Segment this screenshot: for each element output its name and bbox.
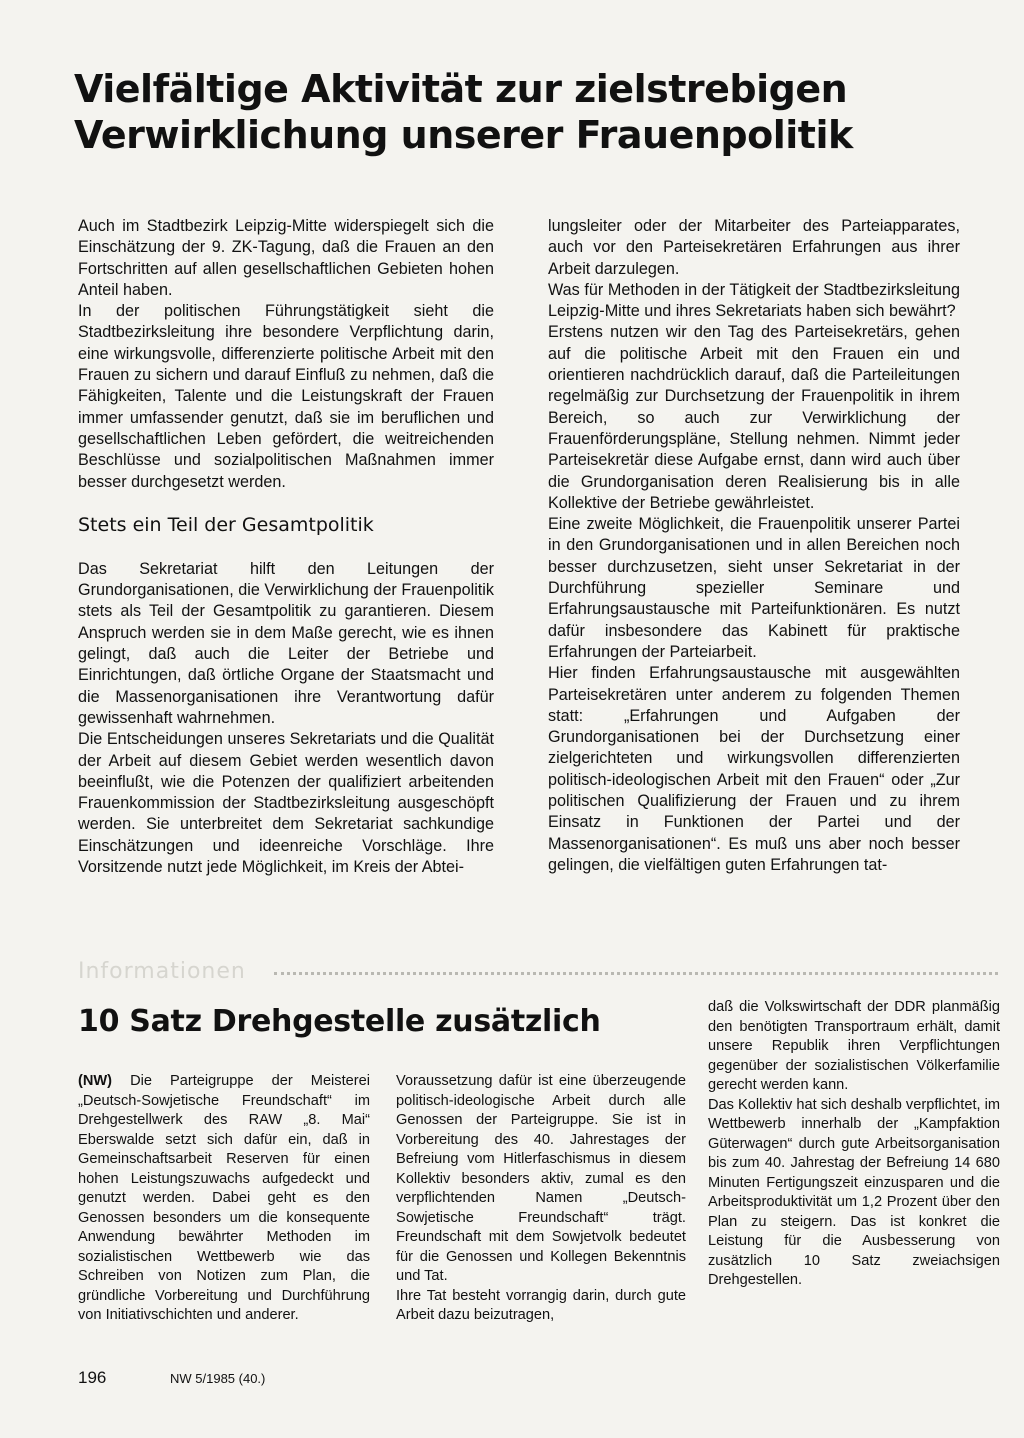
news-column-2 bbox=[396, 1072, 686, 1326]
article-paragraph: Erstens nutzen wir den Tag des Parteisekretärs, gehen auf die politische Arbeit mit den Frauen ein und orientieren nachdrücklich darauf, daß die Parteileitungen regelmäßig zur Durchsetzung der Frauenpolitik in ihrem Bereich, so auch zur Verwirklichung der Frauenförderungspläne, Stellung nehmen. Nimmt jeder Parteisekretär diese Aufgabe ernst, dann wird auch über die Grundorganisation deren Realisierung bis in alle Kollektive der Betriebe gewährleistet. bbox=[548, 323, 960, 512]
article-subheading: Stets ein Teil der Gesamtpolitik bbox=[78, 513, 374, 536]
news-column-1 bbox=[78, 1072, 370, 1326]
news-column-3 bbox=[708, 998, 1000, 1291]
article-title-line-2: Verwirklichung unserer Frauenpolitik bbox=[74, 113, 853, 157]
news-paragraph bbox=[78, 1072, 370, 1326]
article-paragraph: Auch im Stadtbezirk Leipzig-Mitte widerspiegelt sich die Einschätzung der 9. ZK-Tagung, daß die Frauen an den Fortschritten auf allen gesellschaftlichen Gebieten hohen Anteil haben. bbox=[78, 217, 494, 299]
dotted-rule bbox=[274, 972, 998, 975]
article-paragraph: lungsleiter oder der Mitarbeiter des Parteiapparates, auch vor den Parteisekretären Erfahrungen aus ihrer Arbeit darzulegen. bbox=[548, 217, 960, 278]
article-column-1 bbox=[78, 216, 494, 878]
page-number: 196 bbox=[78, 1368, 107, 1387]
news-text: Die Parteigruppe der Meisterei „Deutsch-Sowjetische Freundschaft“ im Drehgestellwerk des RAW „8. Mai“ Eberswalde setzt sich dafür ein, daß in Gemeinschaftsarbeit Reserven für einen hohen Leistungszuwachs aufgedeckt und genutzt werden. Dabei geht es den Genossen besonders um die konsequente Anwendung bewährter Methoden im sozialistischen Wettbewerb wie das Schreiben von Notizen zum Plan, die gründliche Vorbereitung und Durchführung von Initiativschichten und anderer. bbox=[78, 1073, 370, 1323]
article-title bbox=[74, 66, 874, 158]
article-paragraph: Das Sekretariat hilft den Leitungen der Grundorganisationen, die Verwirklichung der Frauenpolitik stets als Teil der Gesamtpolitik zu garantieren. Diesem Anspruch werden sie in dem Maße gerecht, wie es ihnen gelingt, daß auch die Leiter der Betriebe und Einrichtungen, daß örtliche Organe der Staatsmacht und die Massenorganisationen ihre Verantwortung dafür gewissenhaft wahrnehmen. bbox=[78, 559, 494, 727]
page-footer bbox=[78, 1366, 578, 1390]
article-column-2 bbox=[548, 216, 960, 876]
issue-reference: NW 5/1985 (40.) bbox=[170, 1371, 266, 1386]
article-paragraph: Hier finden Erfahrungsaustausche mit ausgewählten Parteisekretären unter anderem zu folgenden Themen statt: „Erfahrungen und Aufgaben der Grundorganisationen bei der Durchsetzung einer zielgerichteten und wirkungsvollen differenzierten politisch-ideologischen Arbeit mit den Frauen“ oder „Zur politischen Qualifizierung der Frauen und zu ihrem Einsatz in Funktionen der Partei und der Massenorganisationen“. Es muß uns aber noch besser gelingen, die vielfältigen guten Erfahrungen tat- bbox=[548, 664, 960, 874]
article-paragraph: Was für Methoden in der Tätigkeit der Stadtbezirksleitung Leipzig-Mitte und ihres Sekretariats haben sich bewährt? bbox=[548, 280, 960, 321]
article-paragraph: Die Entscheidungen unseres Sekretariats und die Qualität der Arbeit auf diesem Gebiet werden wesentlich davon beeinflußt, wie die Potenzen der qualifiziert arbeitenden Frauenkommission der Stadtbezirksleitung ausgeschöpft werden. Sie unterbreitet dem Sekretariat sachkundige Einschätzungen und ideenreiche Vorschläge. Ihre Vorsitzende nutzt jede Möglichkeit, im Kreis der Abtei- bbox=[78, 730, 494, 877]
news-paragraph: Das Kollektiv hat sich deshalb verpflichtet, im Wettbewerb innerhalb der „Kampfaktion Güterwagen“ durch gute Arbeitsorganisation bis zum 40. Jahrestag der Befreiung 14 680 Minuten Fertigungszeit einzusparen und die Arbeitsproduktivität um 1,2 Prozent über den Plan zu steigern. Das ist konkret die Leistung für die Ausbesserung von zusätzlich 10 Satz zweiachsigen Drehgestellen. bbox=[708, 1096, 1001, 1288]
section-label: Informationen bbox=[78, 959, 246, 984]
news-paragraph: Ihre Tat besteht vorrangig darin, durch gute Arbeit dazu beizutragen, bbox=[396, 1287, 686, 1323]
article-paragraph: Eine zweite Möglichkeit, die Frauenpolitik unserer Partei in den Grundorganisationen und in allen Bereichen noch besser durchzusetzen, sieht unser Sekretariat in der Durchführung spezieller Seminare und Erfahrungsaustausche mit Parteifunktionären. Es nutzt dafür insbesondere das Kabinett für praktische Erfahrungen der Parteiarbeit. bbox=[548, 515, 960, 661]
section-divider bbox=[78, 958, 998, 986]
article-paragraph: In der politischen Führungstätigkeit sieht die Stadtbezirksleitung ihre besondere Verpflichtung darin, eine wirkungsvolle, differenzierte politische Arbeit mit den Frauen zu sichern und darauf Einfluß zu nehmen, daß die Fähigkeiten, Talente und die Leistungskraft der Frauen immer umfassender genutzt, daß sie im beruflichen und gesellschaftlichen Leben gefördert, die weitreichenden Beschlüsse und sozialpolitischen Maßnahmen immer besser durchgesetzt werden. bbox=[78, 302, 494, 491]
news-source-tag: (NW) bbox=[78, 1073, 113, 1089]
news-headline: 10 Satz Drehgestelle zusätzlich bbox=[78, 1004, 601, 1039]
news-paragraph: Voraussetzung dafür ist eine überzeugende politisch-ideologische Arbeit durch alle Genossen der Parteigruppe. Sie ist in Vorbereitung des 40. Jahrestages der Befreiung vom Hitlerfaschismus in diesem Kollektiv besonders aktiv, zumal es den verpflichtenden Namen „Deutsch-Sowjetische Freundschaft“ trägt. Freundschaft mit dem Sowjetvolk bedeutet für die Genossen und Kollegen Bekenntnis und Tat. bbox=[396, 1073, 686, 1284]
news-paragraph: daß die Volkswirtschaft der DDR planmäßig den benötigten Transportraum erhält, damit unsere Republik ihren Verpflichtungen gegenüber der sozialistischen Völkerfamilie gerecht werden kann. bbox=[708, 999, 1000, 1093]
article-title-line-1: Vielfältige Aktivität zur zielstrebigen bbox=[74, 67, 848, 111]
